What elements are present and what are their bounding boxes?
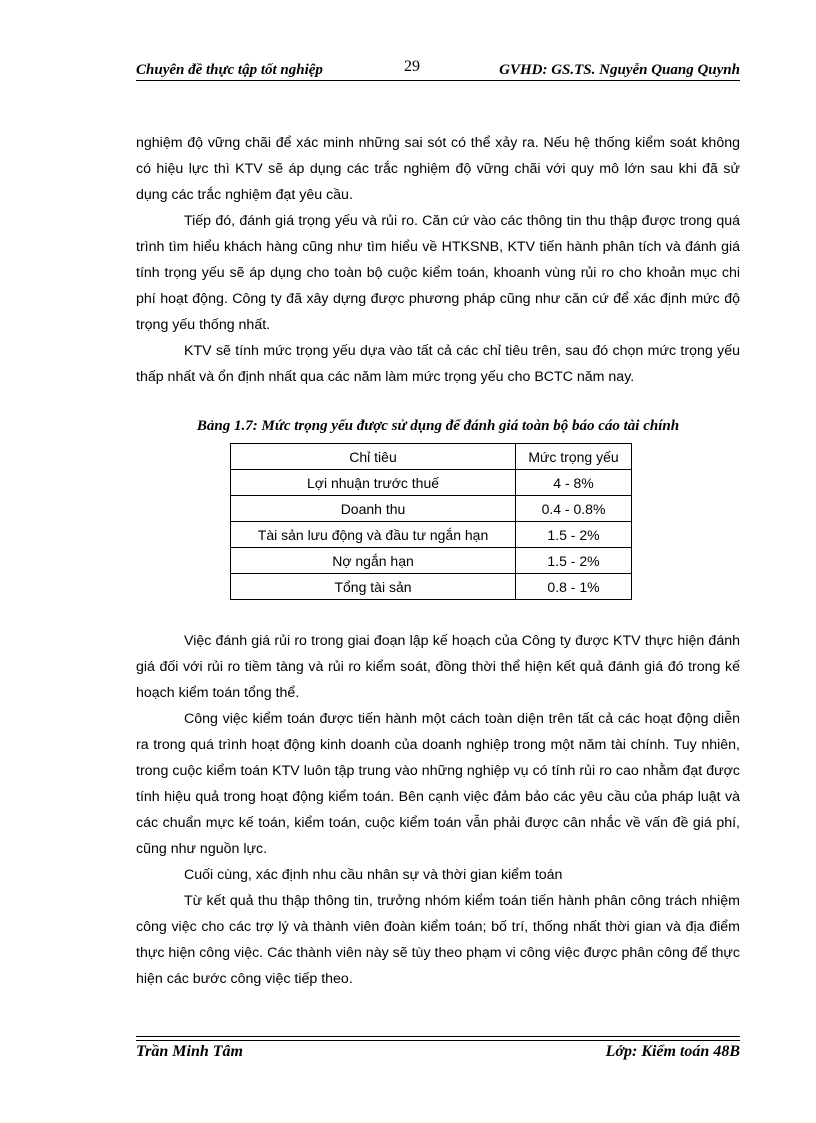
header-title: Chuyên đề thực tập tốt nghiệp: [136, 62, 323, 78]
table-cell: 4 - 8%: [516, 470, 632, 496]
table-cell: Tổng tài sản: [231, 574, 516, 600]
footer-author: Trần Minh Tâm: [136, 1043, 243, 1060]
table-header-row: [231, 444, 632, 470]
paragraph: Tiếp đó, đánh giá trọng yếu và rủi ro. Căn cứ vào các thông tin thu thập được trong quá trình tìm hiểu khách hàng cũng như tìm hiểu về HTKSNB, KTV tiến hành phân tích và đánh giá tính trọng yếu sẽ áp dụng cho toàn bộ cuộc kiểm toán, khoanh vùng rủi ro cho khoản mục chi phí hoạt động. Công ty đã xây dựng được phương pháp cũng như căn cứ để xác định mức độ trọng yếu thống nhất.: [136, 213, 740, 333]
header-cell: Mức trọng yếu: [516, 444, 632, 470]
paragraph: Cuối cùng, xác định nhu cầu nhân sự và thời gian kiểm toán: [184, 867, 563, 883]
page-header: [136, 58, 740, 82]
table-row: [231, 522, 632, 548]
header-rule: [136, 80, 740, 81]
materiality-table: [230, 443, 632, 600]
table-cell: 0.8 - 1%: [516, 574, 632, 600]
table-cell: 1.5 - 2%: [516, 522, 632, 548]
page-number: 29: [404, 58, 420, 75]
table-row: [231, 470, 632, 496]
body-top: [136, 130, 740, 390]
footer-class: Lớp: Kiểm toán 48B: [605, 1043, 740, 1060]
table-caption: Bảng 1.7: Mức trọng yếu được sử dụng để đánh giá toàn bộ báo cáo tài chính: [196, 418, 680, 434]
header-advisor: GVHD: GS.TS. Nguyễn Quang Quynh: [499, 62, 740, 78]
body-bottom: [136, 628, 740, 992]
table-cell: Nợ ngắn hạn: [231, 548, 516, 574]
table-cell: Tài sản lưu động và đầu tư ngắn hạn: [231, 522, 516, 548]
table-cell: 0.4 - 0.8%: [516, 496, 632, 522]
paragraph: nghiệm độ vững chãi để xác minh những sai sót có thể xảy ra. Nếu hệ thống kiểm soát không có hiệu lực thì KTV sẽ áp dụng các trắc nghiệm độ vững chãi với quy mô lớn sau khi đã sử dụng các trắc nghiệm đạt yêu cầu.: [136, 135, 740, 203]
paragraph: Việc đánh giá rủi ro trong giai đoạn lập kế hoạch của Công ty được KTV thực hiện đánh giá đối với rủi ro tiềm tàng và rủi ro kiểm soát, đồng thời thể hiện kết quả đánh giá đó trong kế hoạch kiểm toán tổng thể.: [136, 633, 740, 701]
footer-rule-thin: [136, 1040, 740, 1041]
paragraph: KTV sẽ tính mức trọng yếu dựa vào tất cả các chỉ tiêu trên, sau đó chọn mức trọng yếu thấp nhất và ổn định nhất qua các năm làm mức trọng yếu cho BCTC năm nay.: [136, 343, 740, 385]
paragraph: Công việc kiểm toán được tiến hành một cách toàn diện trên tất cả các hoạt động diễn ra trong quá trình hoạt động kinh doanh của doanh nghiệp trong một năm tài chính. Tuy nhiên, trong cuộc kiểm toán KTV luôn tập trung vào những nghiệp vụ có tính rủi ro cao nhằm đạt được tính hiệu quả trong hoạt động kiểm toán. Bên cạnh việc đảm bảo các yêu cầu của pháp luật và các chuẩn mực kế toán, kiểm toán, cuộc kiểm toán vẫn phải được cân nhắc về vấn đề giá phí, cũng như nguồn lực.: [136, 711, 740, 857]
paragraph: Từ kết quả thu thập thông tin, trưởng nhóm kiểm toán tiến hành phân công trách nhiệm công việc cho các trợ lý và thành viên đoàn kiểm toán; bố trí, thống nhất thời gian và địa điểm thực hiện công việc. Các thành viên này sẽ tùy theo phạm vi công việc được phân công để thực hiện các bước công việc tiếp theo.: [136, 893, 740, 987]
table-cell: Doanh thu: [231, 496, 516, 522]
table-cell: Lợi nhuận trước thuế: [231, 470, 516, 496]
table-row: [231, 574, 632, 600]
footer-rule: [136, 1036, 740, 1037]
header-cell: Chỉ tiêu: [231, 444, 516, 470]
table-cell: 1.5 - 2%: [516, 548, 632, 574]
table-row: [231, 496, 632, 522]
table-row: [231, 548, 632, 574]
